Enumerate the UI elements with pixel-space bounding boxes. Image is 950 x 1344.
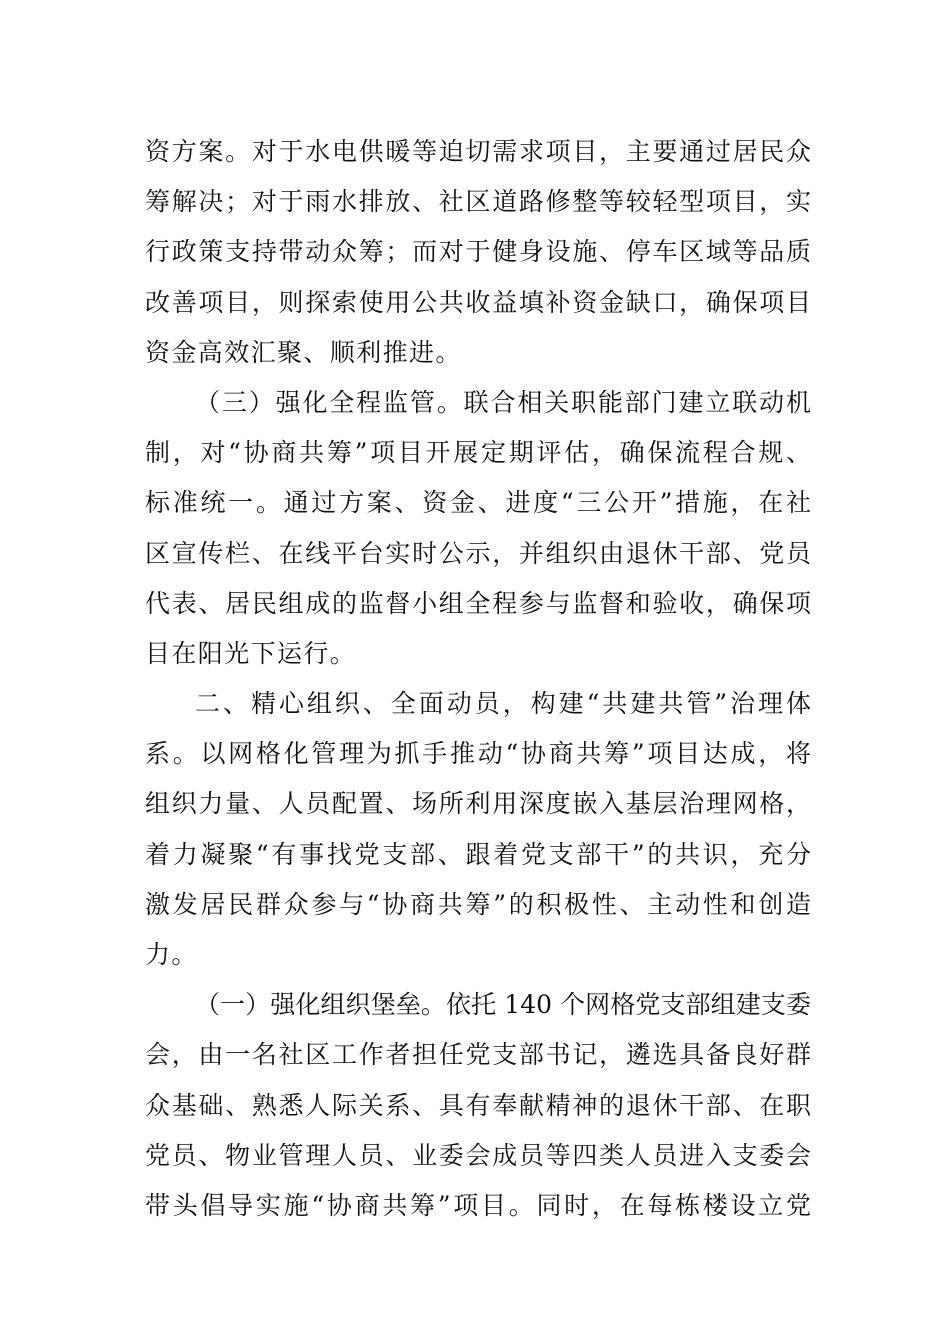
text-line: 改善项目，则探索使用公共收益填补资金缺口，确保项目 (145, 287, 811, 317)
text-line: 众基础、熟悉人际关系、具有奉献精神的退休干部、在职 (145, 1090, 811, 1120)
text-line: 目在阳光下运行。 (145, 638, 357, 668)
text-line: 党员、物业管理人员、业委会成员等四类人员进入支委会 (145, 1140, 811, 1170)
text-line: 制，对“协商共筹”项目开展定期评估，确保流程合规、 (145, 438, 811, 468)
text-line: 区宣传栏、在线平台实时公示，并组织由退休干部、党员 (145, 538, 811, 568)
text-line: 标准统一。通过方案、资金、进度“三公开”措施，在社 (145, 488, 811, 518)
body-text (145, 127, 811, 1231)
text-line: 资方案。对于水电供暖等迫切需求项目，主要通过居民众 (145, 137, 811, 166)
text-line: （三）强化全程监管。联合相关职能部门建立联动机 (195, 387, 811, 417)
text-line: 筹解决；对于雨水排放、社区道路修整等较轻型项目，实 (145, 187, 811, 217)
text-line: （一）强化组织堡垒。依托 140 个网格党支部组建支委 (195, 990, 811, 1020)
text-line: 带头倡导实施“协商共筹”项目。同时，在每栋楼设立党 (145, 1190, 811, 1220)
text-line: 组织力量、人员配置、场所利用深度嵌入基层治理网格， (145, 789, 811, 819)
text-line: 资金高效汇聚、顺利推进。 (145, 337, 462, 367)
text-line: 二、精心组织、全面动员，构建“共建共管”治理体 (195, 689, 811, 719)
text-line: 着力凝聚“有事找党支部、跟着党支部干”的共识，充分 (145, 839, 811, 869)
text-line: 行政策支持带动众筹；而对于健身设施、停车区域等品质 (145, 237, 811, 267)
text-line: 系。以网格化管理为抓手推动“协商共筹”项目达成，将 (145, 739, 811, 769)
text-line: 力。 (145, 940, 198, 969)
text-line: 代表、居民组成的监督小组全程参与监督和验收，确保项 (145, 588, 811, 618)
text-line: 会，由一名社区工作者担任党支部书记，遴选具备良好群 (145, 1040, 811, 1070)
text-line: 激发居民群众参与“协商共筹”的积极性、主动性和创造 (145, 889, 811, 919)
